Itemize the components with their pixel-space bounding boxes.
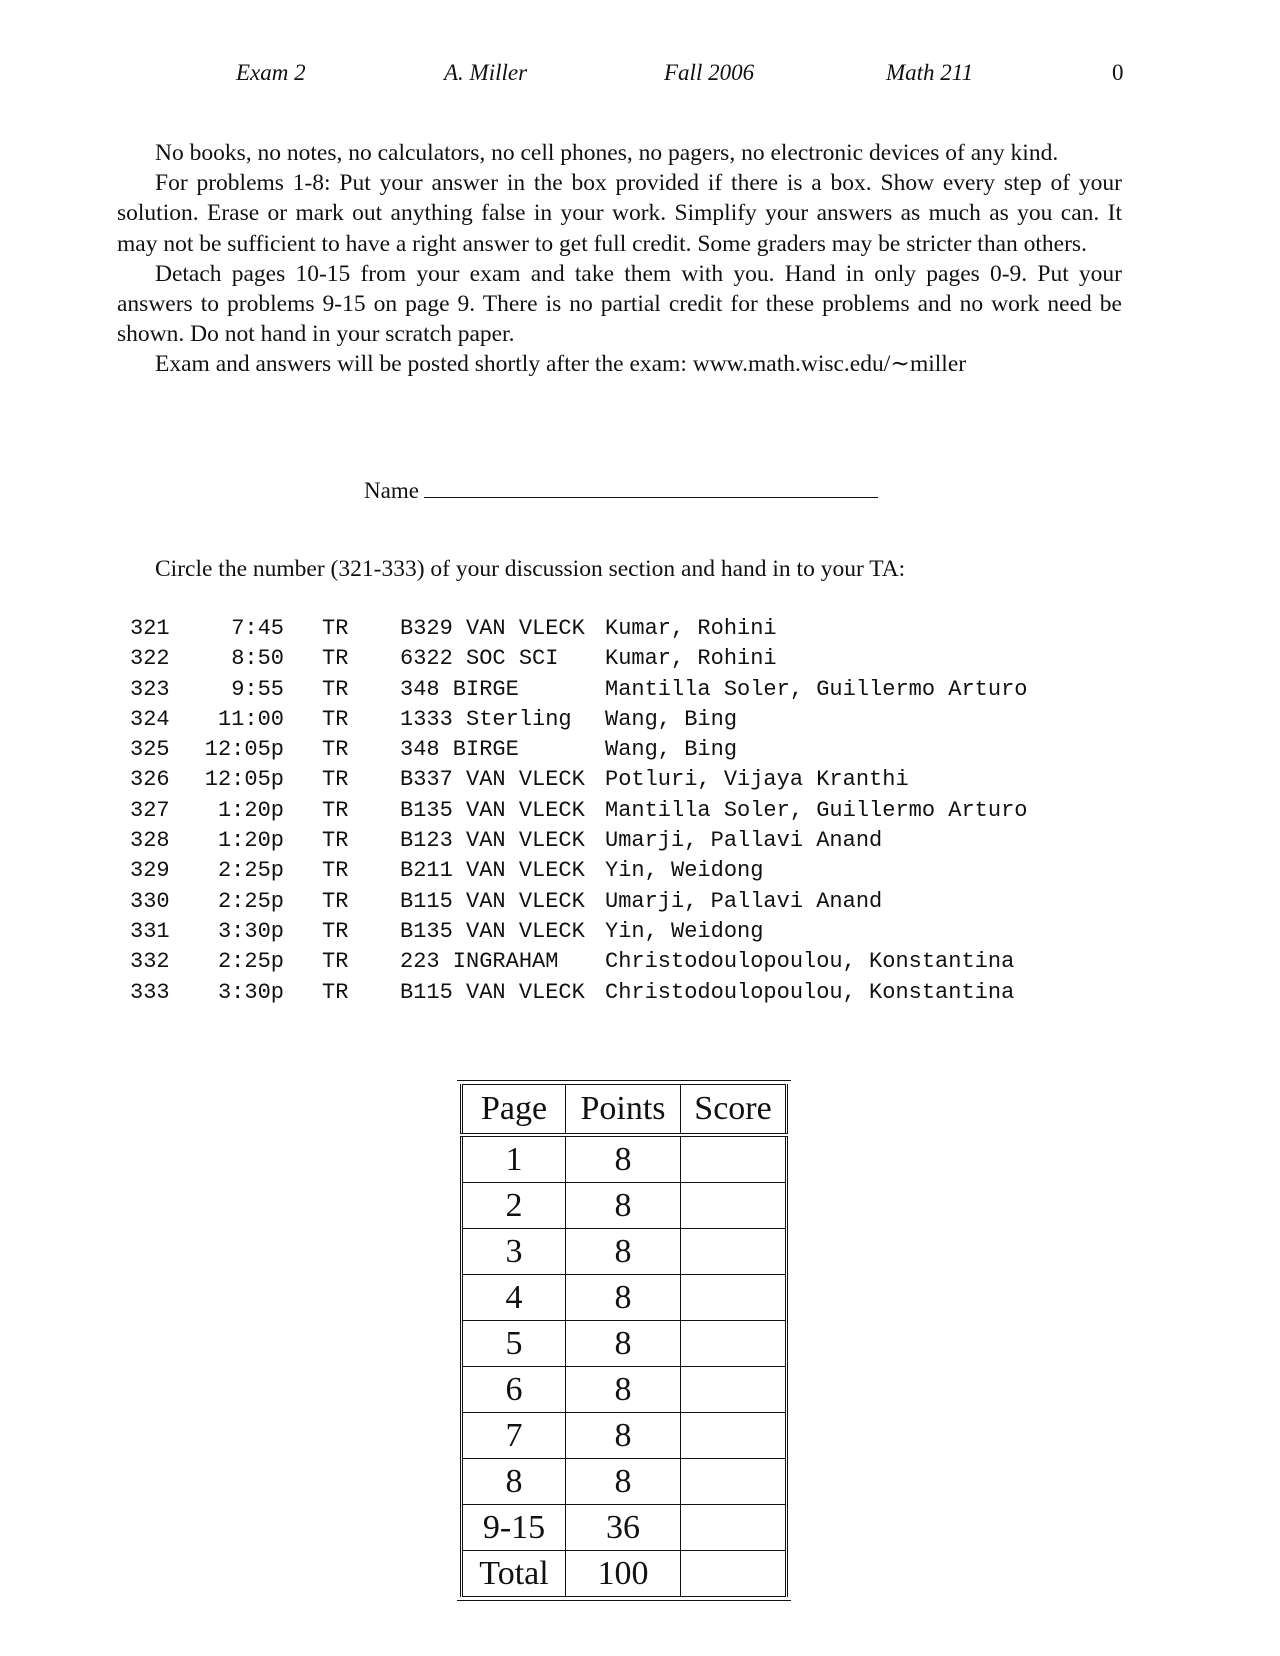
name-label: Name [364, 478, 419, 503]
section-room: 348 BIRGE [400, 737, 519, 763]
table-row [462, 1183, 787, 1229]
section-room: B329 VAN VLECK [400, 616, 585, 641]
section-number: 330 [130, 888, 170, 914]
section-ta: Umarji, Pallavi Anand [605, 888, 883, 914]
section-room: 6322 SOC SCI [400, 646, 559, 672]
section-number: 325 [130, 737, 170, 763]
score-cell[interactable] [681, 1459, 787, 1505]
score-table [460, 1084, 788, 1597]
section-ta: Wang, Bing [605, 706, 738, 732]
score-table-header [462, 1085, 787, 1136]
section-days: TR [322, 828, 349, 854]
section-time: 3:30p [217, 918, 284, 944]
section-ta: Yin, Weidong [605, 858, 764, 884]
header-score: Score [681, 1085, 787, 1136]
page-number: 0 [1112, 60, 1124, 85]
section-ta: Umarji, Pallavi Anand [605, 828, 883, 854]
table-row-total [462, 1551, 787, 1597]
author-name: A. Miller [444, 60, 528, 85]
section-ta: Christodoulopoulou, Konstantina [605, 949, 1015, 975]
section-time: 1:20p [217, 797, 284, 823]
section-days: TR [322, 797, 349, 823]
header-points: Points [566, 1085, 681, 1136]
section-room: B211 VAN VLECK [400, 858, 585, 884]
section-room: B135 VAN VLECK [400, 918, 585, 944]
page-cell: 4 [462, 1275, 566, 1321]
section-room: B123 VAN VLECK [400, 828, 585, 854]
section-days: TR [322, 706, 349, 732]
score-cell[interactable] [681, 1135, 787, 1183]
section-room: B115 VAN VLECK [400, 979, 585, 1005]
section-number: 328 [130, 828, 170, 854]
circle-section-instruction: Circle the number (321-333) of your discussion section and hand in to your TA: [155, 556, 906, 582]
page-cell: 3 [462, 1229, 566, 1275]
section-time: 2:25p [217, 949, 284, 975]
section-number: 326 [130, 767, 170, 793]
section-room: B115 VAN VLECK [400, 888, 585, 914]
section-time: 8:50 [231, 646, 284, 672]
section-number: 329 [130, 858, 170, 884]
section-days: TR [322, 646, 349, 672]
points-cell: 8 [566, 1413, 681, 1459]
section-ta: Kumar, Rohini [605, 646, 777, 672]
points-cell: 8 [566, 1183, 681, 1229]
section-number: 323 [130, 676, 170, 702]
section-days: TR [322, 616, 349, 641]
section-number: 333 [130, 979, 170, 1005]
instructions [117, 138, 1122, 380]
table-row [462, 1275, 787, 1321]
points-cell: 36 [566, 1505, 681, 1551]
section-room: 1333 Sterling [400, 706, 572, 732]
table-row [462, 1413, 787, 1459]
section-number: 331 [130, 918, 170, 944]
section-room: B135 VAN VLECK [400, 797, 585, 823]
course-label: Math 211 [886, 60, 974, 85]
score-cell[interactable] [681, 1413, 787, 1459]
section-time: 3:30p [217, 979, 284, 1005]
section-ta: Mantilla Soler, Guillermo Arturo [605, 797, 1028, 823]
exam-title: Exam 2 [236, 60, 306, 85]
section-days: TR [322, 979, 349, 1005]
section-days: TR [322, 737, 349, 763]
score-cell[interactable] [681, 1183, 787, 1229]
section-ta: Christodoulopoulou, Konstantina [605, 979, 1015, 1005]
table-row [462, 1229, 787, 1275]
page-cell: Total [462, 1551, 566, 1597]
section-ta: Potluri, Vijaya Kranthi [605, 767, 909, 793]
section-time: 2:25p [217, 858, 284, 884]
section-time: 12:05p [204, 767, 284, 793]
score-cell[interactable] [681, 1321, 787, 1367]
table-row [462, 1459, 787, 1505]
page-cell: 6 [462, 1367, 566, 1413]
instruction-detach-pages: Detach pages 10-15 from your exam and take them with you. Hand in only pages 0-9. Put your answers to problems 9-15 on page 9. There is no partial credit for these problems and no work need be shown. Do not hand in your scratch paper. [117, 260, 1122, 348]
points-cell: 8 [566, 1321, 681, 1367]
section-days: TR [322, 676, 349, 702]
section-time: 12:05p [204, 737, 284, 763]
score-cell[interactable] [681, 1367, 787, 1413]
section-time: 1:20p [217, 828, 284, 854]
page-cell: 5 [462, 1321, 566, 1367]
page-cell: 9-15 [462, 1505, 566, 1551]
section-time: 7:45 [231, 616, 284, 641]
points-cell: 8 [566, 1229, 681, 1275]
points-cell: 8 [566, 1275, 681, 1321]
table-row [462, 1321, 787, 1367]
section-room: 348 BIRGE [400, 676, 519, 702]
section-room: 223 INGRAHAM [400, 949, 559, 975]
section-time: 9:55 [231, 676, 284, 702]
name-field[interactable] [424, 497, 878, 498]
instruction-answers-posted: Exam and answers will be posted shortly after the exam: www.math.wisc.edu/∼miller [155, 351, 967, 378]
instruction-problems-1-8: For problems 1-8: Put your answer in the box provided if there is a box. Show every step of your solution. Erase or mark out anything false in your work. Simplify your answers as much as you can. It may not be sufficient to have a right answer to get full credit. Some graders may be stricter than others. [117, 170, 1122, 257]
section-days: TR [322, 918, 349, 944]
instruction-no-devices: No books, no notes, no calculators, no cell phones, no pagers, no electronic devices of any kind. [155, 140, 1059, 166]
page-cell: 2 [462, 1183, 566, 1229]
table-row [462, 1505, 787, 1551]
section-number: 332 [130, 949, 170, 975]
page-header [0, 60, 1280, 90]
page-cell: 7 [462, 1413, 566, 1459]
section-number: 321 [130, 616, 170, 641]
page-cell: 8 [462, 1459, 566, 1505]
term-label: Fall 2006 [664, 60, 755, 85]
score-table-frame [457, 1080, 791, 1601]
section-days: TR [322, 949, 349, 975]
header-page: Page [462, 1085, 566, 1136]
points-cell: 8 [566, 1135, 681, 1183]
score-cell[interactable] [681, 1229, 787, 1275]
section-ta: Yin, Weidong [605, 918, 764, 944]
section-days: TR [322, 858, 349, 884]
points-cell: 8 [566, 1459, 681, 1505]
section-ta: Wang, Bing [605, 737, 738, 763]
section-days: TR [322, 767, 349, 793]
section-room: B337 VAN VLECK [400, 767, 585, 793]
section-time: 11:00 [217, 706, 284, 732]
section-number: 324 [130, 706, 170, 732]
section-ta: Kumar, Rohini [605, 616, 777, 641]
section-ta: Mantilla Soler, Guillermo Arturo [605, 676, 1028, 702]
page-cell: 1 [462, 1135, 566, 1183]
table-row [462, 1135, 787, 1183]
score-cell[interactable] [681, 1551, 787, 1597]
score-cell[interactable] [681, 1275, 787, 1321]
section-time: 2:25p [217, 888, 284, 914]
points-cell: 8 [566, 1367, 681, 1413]
table-row [462, 1367, 787, 1413]
section-days: TR [322, 888, 349, 914]
section-number: 322 [130, 646, 170, 672]
points-cell: 100 [566, 1551, 681, 1597]
score-cell[interactable] [681, 1505, 787, 1551]
section-number: 327 [130, 797, 170, 823]
